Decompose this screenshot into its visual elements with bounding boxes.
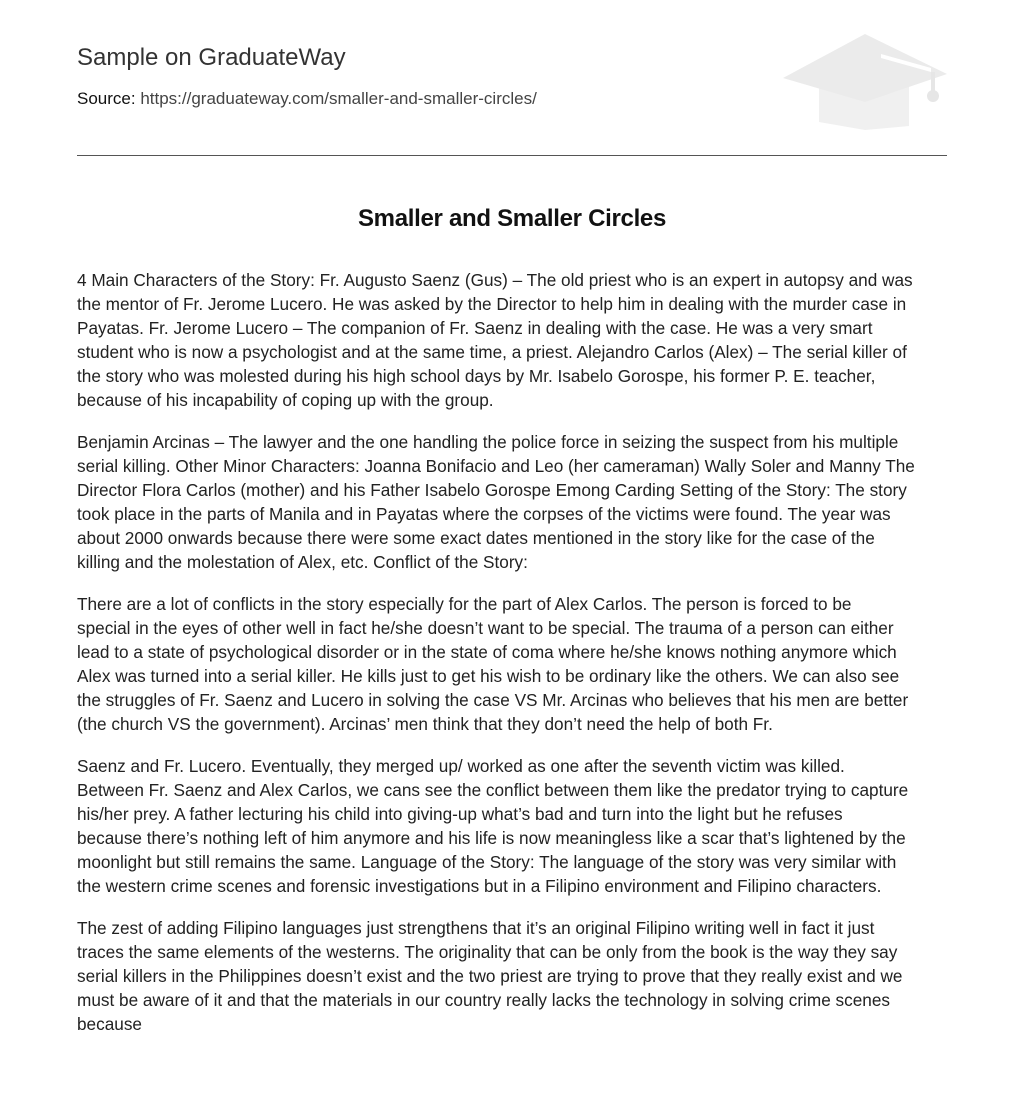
tassel-end xyxy=(927,90,939,102)
paragraph-line: the struggles of Fr. Saenz and Lucero in solving the case VS Mr. Arcinas who believes that his men are better xyxy=(77,690,909,710)
paragraph-line: Director Flora Carlos (mother) and his Father Isabelo Gorospe Emong Carding Setting of the Story: The story xyxy=(77,480,907,500)
source-label: Source: xyxy=(77,89,136,108)
paragraph-line: student who is now a psychologist and at the same time, a priest. Alejandro Carlos (Alex) – The serial killer of xyxy=(77,342,907,362)
article-paragraph xyxy=(77,916,957,1036)
paragraph-line: the story who was molested during his high school days by Mr. Isabelo Gorospe, his former P. E. teacher, xyxy=(77,366,876,386)
paragraph-line: because there’s nothing left of him anymore and his life is now meaningless like a scar that’s lightened by the xyxy=(77,828,906,848)
paragraph-line: There are a lot of conflicts in the story especially for the part of Alex Carlos. The person is forced to be xyxy=(77,594,852,614)
article-body xyxy=(77,268,957,1054)
paragraph-line: Alex was turned into a serial killer. He kills just to get his wish to be ordinary like the others. We can also see xyxy=(77,666,900,686)
paragraph-line: because xyxy=(77,1014,142,1034)
paragraph-line: Between Fr. Saenz and Alex Carlos, we cans see the conflict between them like the predator trying to capture xyxy=(77,780,909,800)
paragraph-line: (the church VS the government). Arcinas’ men think that they don’t need the help of both Fr. xyxy=(77,714,773,734)
graduation-cap-icon xyxy=(781,30,947,134)
paragraph-line: serial killers in the Philippines doesn’t exist and the two priest are trying to prove that they really exist and we xyxy=(77,966,903,986)
source-line xyxy=(77,89,537,109)
paragraph-line: Benjamin Arcinas – The lawyer and the one handling the police force in seizing the suspect from his multiple xyxy=(77,432,899,452)
paragraph-line: Saenz and Fr. Lucero. Eventually, they merged up/ worked as one after the seventh victim was killed. xyxy=(77,756,845,776)
paragraph-line: Payatas. Fr. Jerome Lucero – The companion of Fr. Saenz in dealing with the case. He was a very smart xyxy=(77,318,873,338)
paragraph-line: The zest of adding Filipino languages just strengthens that it’s an original Filipino writing well in fact it just xyxy=(77,918,875,938)
paragraph-line: his/her prey. A father lecturing his child into giving-up what’s bad and turn into the light but he refuses xyxy=(77,804,843,824)
source-link[interactable]: https://graduateway.com/smaller-and-smaller-circles/ xyxy=(140,89,537,108)
paragraph-line: traces the same elements of the westerns. The originality that can be only from the book is the way they say xyxy=(77,942,898,962)
paragraph-line: the western crime scenes and forensic investigations but in a Filipino environment and Filipino characters. xyxy=(77,876,882,896)
paragraph-line: must be aware of it and that the materials in our country really lacks the technology in solving crime scenes xyxy=(77,990,890,1010)
paragraph-line: special in the eyes of other well in fact he/she doesn’t want to be special. The trauma of a person can either xyxy=(77,618,894,638)
paragraph-line: because of his incapability of coping up with the group. xyxy=(77,390,494,410)
paragraph-line: serial killing. Other Minor Characters: Joanna Bonifacio and Leo (her cameraman) Wally Soler and Manny The xyxy=(77,456,915,476)
article-paragraph xyxy=(77,268,957,412)
paragraph-line: lead to a state of psychological disorder or in the state of coma where he/she knows nothing anymore which xyxy=(77,642,897,662)
paragraph-line: the mentor of Fr. Jerome Lucero. He was asked by the Director to help him in dealing with the murder case in xyxy=(77,294,907,314)
paragraph-line: took place in the parts of Manila and in Payatas where the corpses of the victims were found. The year was xyxy=(77,504,891,524)
article-paragraph xyxy=(77,754,957,898)
article-paragraph xyxy=(77,430,957,574)
paragraph-line: about 2000 onwards because there were some exact dates mentioned in the story like for the case of the xyxy=(77,528,875,548)
header-divider xyxy=(77,155,947,156)
paragraph-line: killing and the molestation of Alex, etc. Conflict of the Story: xyxy=(77,552,528,572)
paragraph-line: moonlight but still remains the same. Language of the Story: The language of the story was very similar with xyxy=(77,852,897,872)
page-header xyxy=(77,0,947,156)
site-title: Sample on GraduateWay xyxy=(77,44,346,71)
paragraph-line: 4 Main Characters of the Story: Fr. Augusto Saenz (Gus) – The old priest who is an expert in autopsy and was xyxy=(77,270,913,290)
article-title: Smaller and Smaller Circles xyxy=(357,205,667,232)
article-paragraph xyxy=(77,592,957,736)
